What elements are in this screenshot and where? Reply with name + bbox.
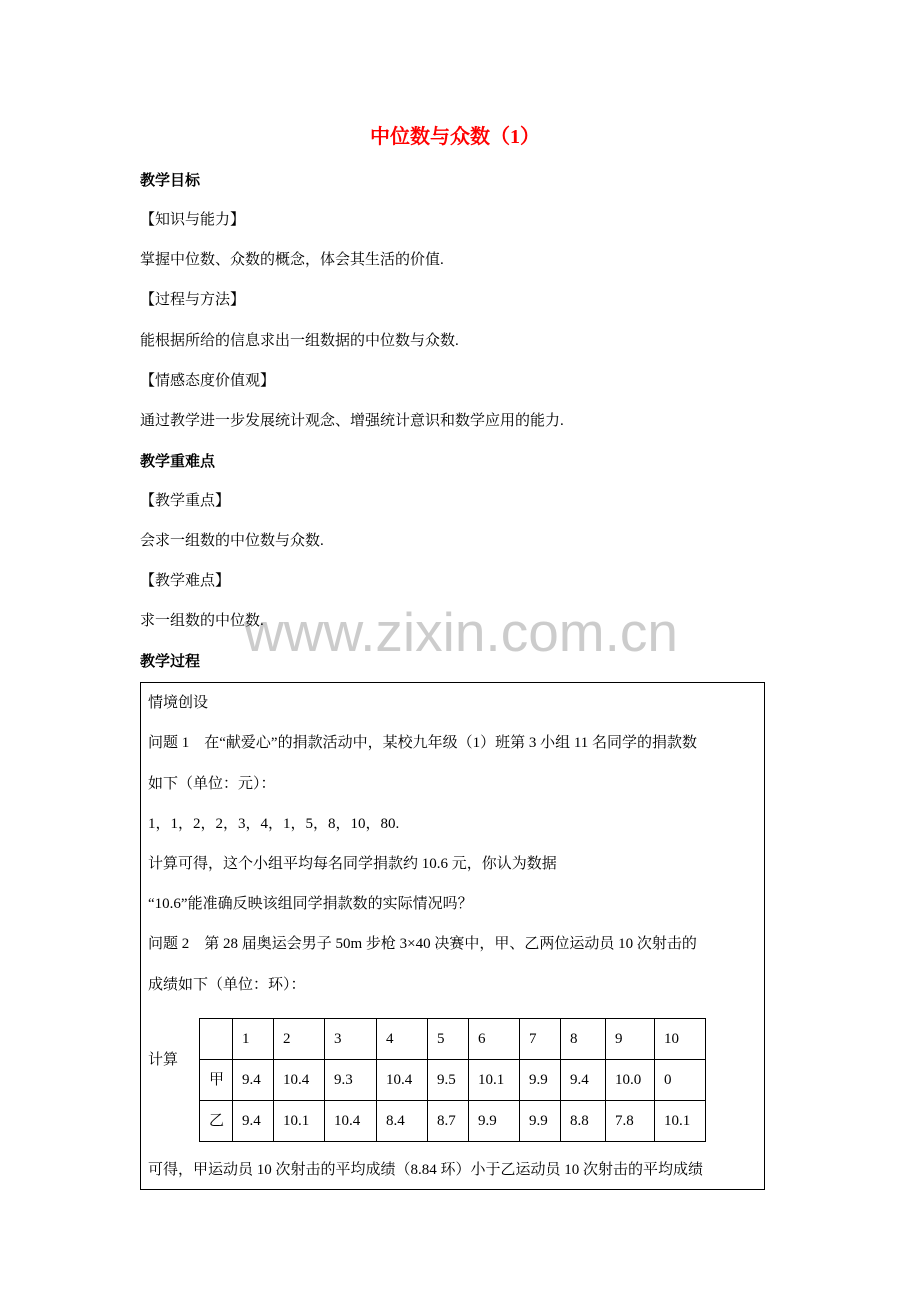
score-cell: 10.1	[469, 1060, 520, 1101]
knowledge-label: 【知识与能力】	[140, 212, 246, 228]
score-cell: 9.3	[325, 1060, 377, 1101]
process-text: 能根据所给的信息求出一组数据的中位数与众数.	[140, 333, 459, 349]
score-cell: 9.4	[233, 1101, 274, 1142]
problem2-line: 问题 2 第 28 届奥运会男子 50m 步枪 3×40 决赛中，甲、乙两位运动员 10 次射击的	[148, 936, 697, 952]
conclusion-line: 可得，甲运动员 10 次射击的平均成绩（8.84 环）小于乙运动员 10 次射击的平均成绩	[148, 1162, 704, 1178]
difficult-point-label: 【教学难点】	[140, 573, 231, 589]
score-cell: 10.0	[606, 1060, 655, 1101]
watermark: www.zixin.com.cn	[244, 601, 678, 663]
score-cell: 9.9	[520, 1101, 561, 1142]
key-point-text: 会求一组数的中位数与众数.	[140, 533, 324, 549]
table-header-row	[200, 1019, 706, 1060]
score-cell: 8.7	[428, 1101, 469, 1142]
key-difficult-heading: 教学重难点	[140, 454, 216, 470]
objectives-heading: 教学目标	[140, 173, 201, 189]
problem1-line: 计算可得，这个小组平均每名同学捐款约 10.6 元，你认为数据	[148, 856, 557, 872]
problem1-line: 如下（单位：元）：	[148, 776, 276, 792]
score-cell: 10.1	[655, 1101, 706, 1142]
athlete-name-cell: 乙	[200, 1101, 233, 1142]
score-cell: 8.8	[561, 1101, 606, 1142]
attitude-text: 通过教学进一步发展统计观念、增强统计意识和数学应用的能力.	[140, 413, 564, 429]
problem1-line: 问题 1 在“献爱心”的捐款活动中，某校九年级（1）班第 3 小组 11 名同学的捐款数	[148, 735, 698, 751]
shot-number-cell: 4	[377, 1019, 428, 1060]
score-cell: 10.1	[274, 1101, 325, 1142]
shot-number-cell: 6	[469, 1019, 520, 1060]
page-title: 中位数与众数（1）	[370, 126, 540, 148]
score-cell: 10.4	[274, 1060, 325, 1101]
table-row-jia	[200, 1060, 706, 1101]
calc-label: 计算	[148, 1052, 179, 1068]
shot-number-cell: 1	[233, 1019, 274, 1060]
shot-number-cell: 7	[520, 1019, 561, 1060]
knowledge-text: 掌握中位数、众数的概念，体会其生活的价值.	[140, 252, 444, 268]
score-cell: 9.4	[561, 1060, 606, 1101]
attitude-label: 【情感态度价值观】	[140, 373, 276, 389]
shot-number-cell: 5	[428, 1019, 469, 1060]
difficult-point-text: 求一组数的中位数.	[140, 613, 264, 629]
problem2-line: 成绩如下（单位：环）：	[148, 977, 306, 993]
score-cell: 7.8	[606, 1101, 655, 1142]
shot-number-cell: 10	[655, 1019, 706, 1060]
score-cell: 9.9	[469, 1101, 520, 1142]
athlete-name-cell: 甲	[200, 1060, 233, 1101]
shot-number-cell: 8	[561, 1019, 606, 1060]
key-point-label: 【教学重点】	[140, 493, 231, 509]
score-cell: 9.9	[520, 1060, 561, 1101]
score-cell: 0	[655, 1060, 706, 1101]
shot-number-cell: 3	[325, 1019, 377, 1060]
table-row-yi	[200, 1101, 706, 1142]
shot-number-cell: 2	[274, 1019, 325, 1060]
score-cell: 9.4	[233, 1060, 274, 1101]
donation-data: 1，1，2，2，3，4，1，5，8，10，80.	[148, 816, 400, 832]
score-cell: 10.4	[377, 1060, 428, 1101]
shot-number-cell: 9	[606, 1019, 655, 1060]
score-cell: 10.4	[325, 1101, 377, 1142]
scenario-heading: 情境创设	[148, 695, 209, 711]
table-corner-cell	[200, 1019, 233, 1060]
score-cell: 9.5	[428, 1060, 469, 1101]
score-table	[199, 1018, 706, 1142]
problem1-question: “10.6”能准确反映该组同学捐款数的实际情况吗？	[148, 896, 473, 912]
score-cell: 8.4	[377, 1101, 428, 1142]
teaching-process-heading: 教学过程	[140, 654, 201, 670]
process-label: 【过程与方法】	[140, 292, 246, 308]
